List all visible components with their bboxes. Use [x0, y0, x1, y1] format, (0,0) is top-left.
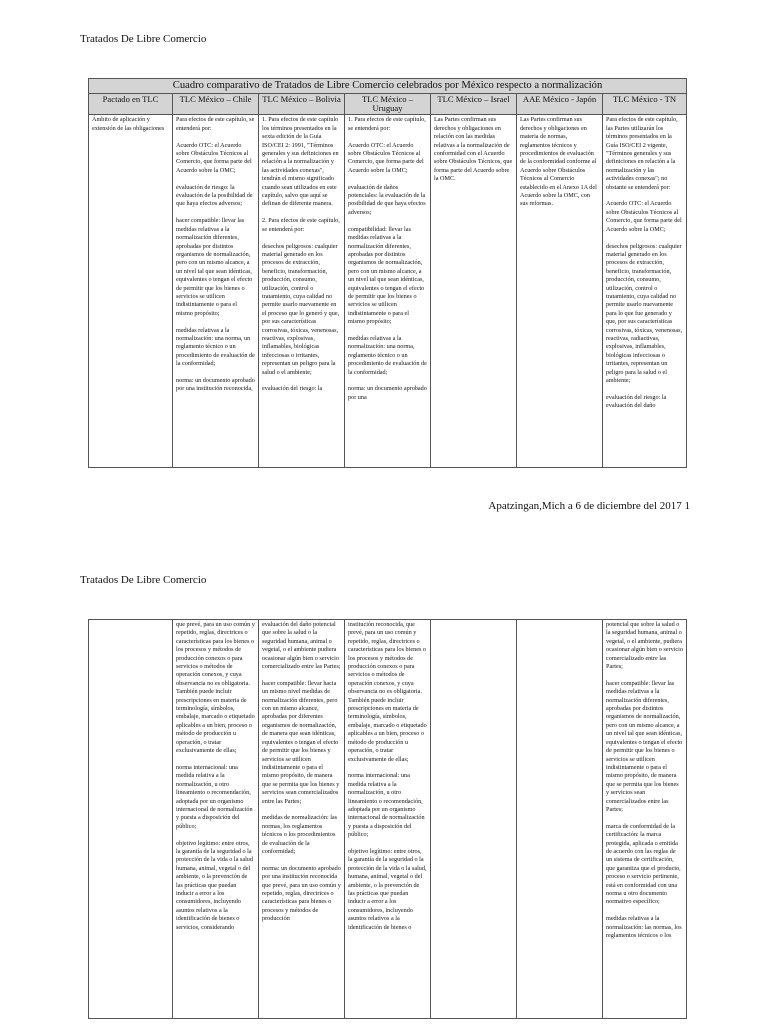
table-cell: Para efectos de este capítulo, se entenderá por: Acuerdo OTC: el Acuerdo sobre Obstáculos Técnicos al Comercio, que forma parte del Acuerdo sobre la OMC; evaluación de riesgo: la evaluación de la posibilidad de que haya efectos adversos; hacer compatible: llevar las medidas relativas a la normalización diferentes, aprobadas por distintos organismos de normalización, pero con un mismo alcance, a un nivel tal que sean idénticas, equivalentes o tengan el efecto de permitir que los bienes o servicios se utilicen indistintamente o para el mismo propósito; medidas relativas a la normalización: una norma, un reglamento técnico o un procedimiento de evaluación de la conformidad; norma: un documento aprobado por una institución reconocida,: [176, 116, 255, 393]
table-cell: Para efectos de este capítulo, las Partes utilizarán los términos presentados en la Guía ISO/CEI 2 vigente, "Términos generales y sus definiciones en relación a la normalización y las actividades conexas"; no obstante se entenderá por: Acuerdo OTC: el Acuerdo sobre Obstáculos Técnicos al Comercio, que forma parte del Acuerdo sobre la OMC; desechos peligrosos: cualquier material generado en los procesos de extracción, beneficio, transformación, producción, consumo, utilización, control o tratamiento, cuya calidad no permite usarlo nuevamente para lo que fue generado y que, por sus características corrosivas, tóxicas, venenosas, reactivas, radiactivas, explosivas, inflamables, biológicas infecciosas o irritantes, representan un peligro para la salud o el ambiente; evaluación del riesgo: la evaluación del daño: [606, 116, 683, 410]
page-header: Tratados De Libre Comercio: [80, 33, 207, 45]
column-header: TLC México – Bolivia: [259, 94, 345, 115]
table-cell: Las Partes confirman sus derechos y obligaciones en relación con las medidas relativas a la normalización de conformidad con el Acuerdo sobre Obstáculos Técnicos, que forma parte del Acuerdo sobre la OMC.: [434, 116, 513, 183]
page-footer: Apatzingan,Mich a 6 de diciembre del 2017 1: [488, 500, 690, 512]
table-row: [89, 115, 687, 468]
column-header: Pactado en TLC: [89, 94, 173, 115]
table-title: Cuadro comparativo de Tratados de Libre Comercio celebrados por México respecto a normalización: [89, 79, 687, 94]
comparison-table: [88, 78, 687, 468]
table-cell: 1. Para efectos de este capítulo los términos presentados en la sexta edición de la Guía ISO/CEI 2: 1991, "Términos generales y sus definiciones en relación a la normalización y las actividades conexas", tendrán el mismo significado cuando sean utilizados en este capítulo, salvo que aquí se definan de diferente manera. 2. Para efectos de este capítulo, se entenderá por: desechos peligrosos: cualquier material generado en los procesos de extracción, beneficio, transformación, producción, consumo, utilización, control o tratamiento, cuya calidad no permite usarlo nuevamente en el proceso que lo generó y que, por sus características corrosivas, tóxicas, venenosas, reactivas, explosivas, inflamables, biológicas infecciosas o irritantes, representan un peligro para la salud o el ambiente; evaluación del riesgo: la: [262, 116, 340, 393]
column-header: TLC México - TN: [603, 94, 687, 115]
table-cell: [92, 621, 169, 1017]
column-header: TLC México – Israel: [431, 94, 517, 115]
page-header: Tratados De Libre Comercio: [80, 574, 207, 586]
table-cell: que prevé, para un uso común y repetido, reglas, directrices o características para los bienes o los procesos y métodos de producción conexos o para servicios o métodos de operación conexos, y cuya observancia no es obligatoria. También puede incluir prescripciones en materia de terminología, símbolos, embalaje, marcado o etiquetado aplicables a un bien, proceso o método de producción u operación, o tratar exclusivamente de ellas; norma internacional: una medida relativa a la normalización, u otro lineamiento o recomendación, adoptada por un organismo internacional de normalización y puesta a disposición del público; objetivo legítimo: entre otros, la garantía de la seguridad o la protección de la vida o la salud humana, animal, vegetal o del ambiente, o la prevención de las prácticas que puedan inducir a error a los consumidores, incluyendo asuntos relativos a la identificación de bienes o servicios, considerando: [176, 621, 255, 931]
table-cell: evaluación del daño potencial que sobre la salud o la seguridad humana, animal o vegetal, o el ambiente pudiera ocasionar algún bien o servicio comercializado entre las Partes; hacer compatible: llevar hacia un mismo nivel medidas de normalización diferentes, pero con un mismo alcance, aprobadas por diferentes organismos de normalización, de manera que sean idénticas, equivalentes o tengan el efecto de permitir que los bienes y servicios se utilicen indistintamente o para el mismo propósito, de manera que se permita que los bienes y servicios sean comercializados entre las Partes; medidas de normalización: las normas, los reglamentos técnicos o los procedimientos de evaluación de la conformidad; norma: un documento aprobado por una institución reconocida que prevé, para un uso común y repetido, reglas, directrices o características para bienes o procesos y métodos de producción: [262, 621, 341, 923]
table-cell: [520, 621, 599, 1017]
table-cell: Las Partes confirman sus derechos y obligaciones en materia de normas, reglamentos técnicos y procedimientos de evaluación de la conformidad conforme al Acuerdo sobre Obstáculos Técnicos al Comercio establecido en el Anexo 1A del Acuerdo sobre la OMC, con sus reformas.: [520, 116, 597, 208]
table-cell: [434, 621, 513, 1017]
column-header: TLC México – Chile: [173, 94, 259, 115]
table-cell: institución reconocida, que prevé, para un uso común y repetido, reglas, directrices o características para los bienes o los procesos y métodos de producción conexos o para servicios o métodos de operación conexos, y cuya observancia no es obligatoria. También puede incluir prescripciones en materia de terminología, símbolos, embalaje, marcado o etiquetado aplicables a un bien, proceso o método de producción u operación, o tratar exclusivamente de ellas; norma internacional: una medida relativa a la normalización, u otro lineamiento o recomendación, adoptada por un organismo internacional de normalización y puesta a disposición del público; objetivo legítimo: entre otros, la garantía de la seguridad o la protección de la vida o la salud, humana, animal, vegetal o del ambiente, o la prevención de las prácticas que puedan inducir a error a los consumidores, incluyendo asuntos relativos a la identificación de bienes o: [348, 621, 427, 931]
column-header: AAE México - Japón: [517, 94, 603, 115]
table-cell: Ámbito de aplicación y extensión de las obligaciones: [92, 116, 165, 132]
comparison-table-continued: [88, 619, 687, 1019]
table-cell: potencial que sobre la salud o la seguridad humana, animal o vegetal, o el ambiente, pudiera ocasionar algún bien o servicio comercializado entre las Partes; hacer compatible: llevar las medidas relativas a la normalización diferentes, aprobadas por distintos organismos de normalización, pero con un mismo alcance, a un nivel tal que sean idénticas, equivalentes o tengan el efecto de permitir que los bienes o servicios se utilicen indistintamente o para el mismo propósito, de manera que se permita que los bienes y servicios sean comercializados entre las Partes; marca de conformidad de la certificación: la marca protegida, aplicada o emitida de acuerdo con las reglas de un sistema de certificación, que garantiza que el producto, proceso o servicio pertinente, está en conformidad con una norma u otro documento normativo específico; medidas relativas a la normalización: las normas, los reglamentos técnicos o los: [606, 621, 683, 940]
table-cell: 1. Para efectos de este capítulo, se entenderá por: Acuerdo OTC: el Acuerdo sobre Obstáculos Técnicos al Comercio, que forma parte del Acuerdo sobre la OMC; evaluación de daños potenciales: la evaluación de la posibilidad de que haya efectos adversos; compatibilidad: llevar las medidas relativas a la normalización diferentes, aprobadas por distintos organismos de normalización, pero con un mismo alcance, a un nivel tal que sean idénticas, equivalentes o tengan el efecto de permitir que los bienes o servicios se utilicen indistintamente o para el mismo propósito; medidas relativas a la normalización: una norma, reglamento técnico o un procedimiento de evaluación de la conformidad; norma: un documento aprobado por una: [348, 116, 427, 401]
table-row: [89, 620, 687, 1019]
column-header: TLC México – Uruguay: [345, 94, 431, 115]
